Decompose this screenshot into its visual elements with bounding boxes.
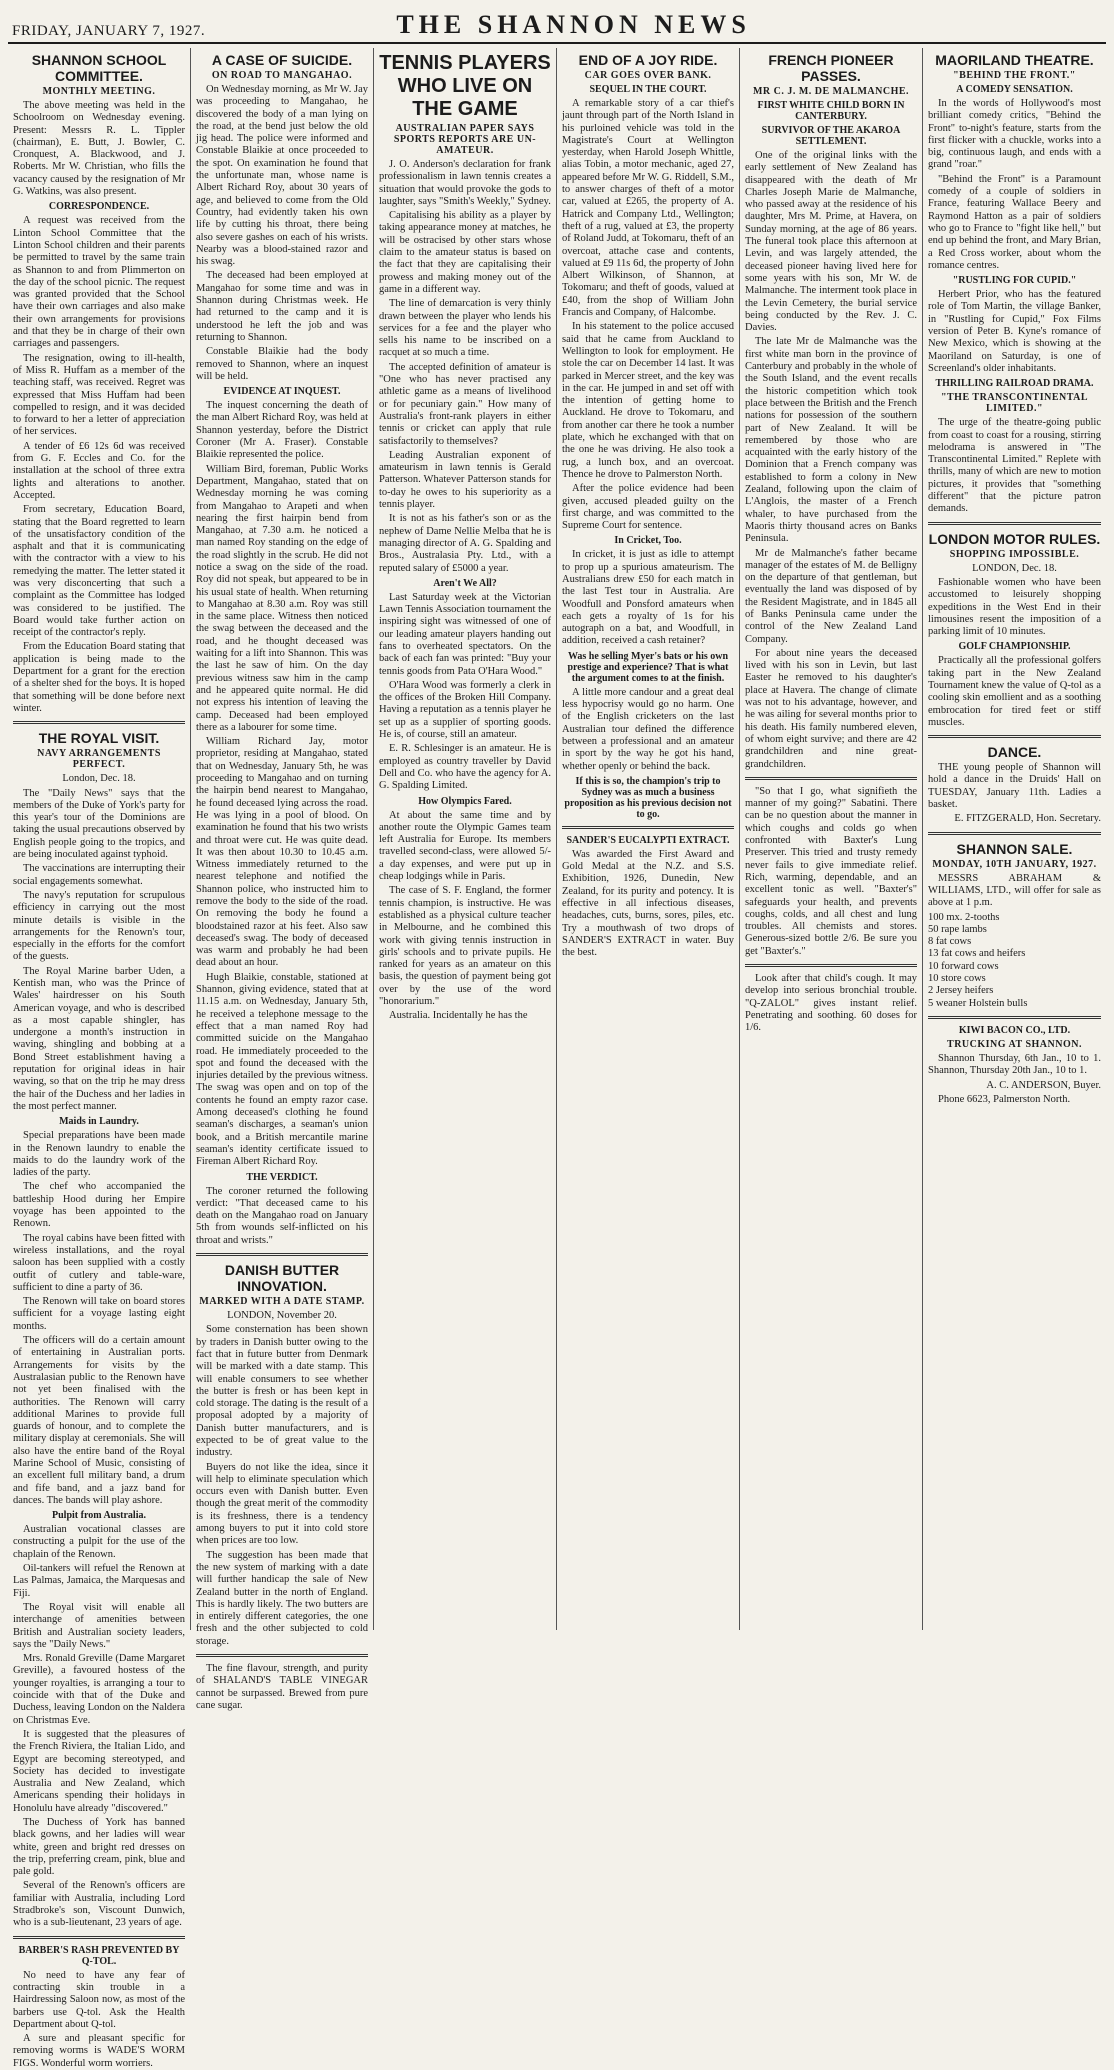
subheading: "RUSTLING FOR CUPID." <box>952 275 1077 287</box>
divider <box>928 735 1101 738</box>
headline: DANISH BUTTER INNOVATION. <box>224 1262 340 1295</box>
column-1 <box>8 48 191 2069</box>
paragraph: In his statement to the police accused said that he came from Auckland to Wellington to look for employment. He stole the car on December 14 last. It was parked in Mercer street, and the key was in the car. He jumped in and set off with the intention of getting home to Auckland. He drove to Tokomaru, and from another car there he took a number plate, which he exchanged with that on the one he was driving. He also took a rug, a lunch box, and an overcoat. Thence he drove to Palmerston North. <box>562 321 734 480</box>
paragraph: Last Saturday week at the Victorian Lawn Tennis Association tournament the inspiring sight was witnessed of one of our leading amateur players handing out fans to overheated spectators. On the back of each fan was printed: "Buy your tennis goods from Pata O'Hara Wood." <box>379 591 551 677</box>
paragraph: Herbert Prior, who has the featured role of Tom Martin, the village Banker, in "Rustling for Cupid," Fox Films version of Peter B. Kyne's romance of New Mexico, which is showing at the Maoriland on Saturday, is one of Screenland's older inhabitants. <box>928 289 1101 374</box>
divider <box>196 1253 368 1256</box>
list-item: 10 store cows <box>928 973 986 985</box>
subheading: EVIDENCE AT INQUEST. <box>223 386 341 398</box>
subheading: Maids in Laundry. <box>59 1116 139 1128</box>
headline: THE ROYAL VISIT. <box>38 730 160 747</box>
paragraph: The urge of the theatre-going public from coast to coast for a rousing, stirring melodrama is answered in "The Transcontinental Limited." Replete with thrills, many of which are new to motion pictures, it provides that "something different" that the picture patron demands. <box>928 417 1101 515</box>
paragraph: Some consternation has been shown by traders in Danish butter owing to the fact that in future butter from Denmark will be marked with a date stamp. This will enable consumers to see whether the butter is fresh or has been kept in cold storage. The dating is the result of a proposal adopted by a majority of Danish butter manufacturers, and is expected to be of great value to the industry. <box>196 1324 368 1459</box>
paragraph: Special preparations have been made in the Renown laundry to enable the maids to do the laundry work of the ladies of the party. <box>13 1130 185 1179</box>
paragraph: Hugh Blaikie, constable, stationed at Shannon, giving evidence, stated that at 11.15 a.m. on Wednesday, January 5th, he received a telephone message to the effect that a man named Roy had committed suicide on the Mangahao road. He immediately proceeded to the spot and found the deceased with the injuries detailed by the previous witness. The swag was open and on top of the contents he found an empty razor case. Among deceased's clothing he found seaman's discharges, a seaman's union book, and a British mercantile marine seaman's identity certificate issued to Fireman Albert Richard Roy. <box>196 971 368 1168</box>
paragraph: The inquest concerning the death of the man Albert Richard Roy, was held at Shannon yesterday, before the District Coroner (Mr A. Fraser). Constable Blaikie represented the police. <box>196 400 368 461</box>
divider <box>196 1654 368 1657</box>
deck: SHOPPING IMPOSSIBLE. <box>949 548 1080 560</box>
paragraph: Buyers do not like the idea, since it will help to eliminate speculation which occurs even with Danish butter. Even though the great merit of the commodity is its freshness, there is a tendency among buyers to put it into cold store when prices are too low. <box>196 1461 368 1547</box>
deck: MARKED WITH A DATE STAMP. <box>199 1296 365 1308</box>
paragraph: A tender of £6 12s 6d was received from G. F. Eccles and Co. for the installation at the school of three extra lights and alterations to another. Accepted. <box>13 440 185 501</box>
list-item: 8 fat cows <box>928 936 972 948</box>
paragraph: The case of S. F. England, the former tennis champion, is instructive. He was established as a physical culture teacher in Melbourne, and he combined this work with giving tennis instruction in girls' schools and to private pupils. He ranked for years as an amateur on this basis, the question of payment being got over by the use of the word "honorarium." <box>379 885 551 1007</box>
paragraph: The Renown will take on board stores sufficient for a voyage lasting eight months. <box>13 1296 185 1332</box>
newspaper-title: THE SHANNON NEWS <box>396 10 751 39</box>
subheading: GOLF CHAMPIONSHIP. <box>958 641 1071 653</box>
signature: E. FITZGERALD, Hon. Secretary. <box>954 813 1101 825</box>
paragraph: The "Daily News" says that the members of the Duke of York's party for this year's tour of the Dominions are taking the usual precautions observed by English people going to the tropics, and are being inoculated against typhoid. <box>13 787 185 861</box>
paragraph: The Royal Marine barber Uden, a Kentish man, who was the Prince of Wales' hairdresser on his South American voyage, and who is described as a most capable shingler, has undergone a month's instruction in waving, shingling and bobbing at a Bond Street establishment having a reputation for original ideas in hair waving, so that on the trip he may dress the hair of the Duchess and her ladies in the most perfect manner. <box>13 965 185 1112</box>
column-4 <box>557 48 740 1630</box>
divider <box>928 832 1101 835</box>
paragraph: No need to have any fear of contracting skin trouble in a Hairdressing Saloon now, as most of the barbers use Q-tol. Ask the Health Department about Q-tol. <box>13 1969 185 2030</box>
paragraph: From the Education Board stating that application is being made to the Department for a grant for the erection of a shelter shed for the boys. It is hoped that something will be done before next winter. <box>13 641 185 714</box>
paragraph: The navy's reputation for scrupulous efficiency in carrying out the most minute details is visible in the arrangements for the Renown's tour, especially in the efforts for the comfort of the guests. <box>13 889 185 963</box>
paragraph: Was awarded the First Award and Gold Medal at the N.Z. and S.S. Exhibition, 1926, Dunedin, New Zealand, for its purity and potency. It is effective in all infectious diseases, headaches, cuts, burns, sores, piles, etc. Try a mouthwash of two drops of SANDER'S EXTRACT in water. Buy the best. <box>562 848 734 959</box>
headline: FRENCH PIONEER PASSES. <box>768 52 894 84</box>
divider <box>928 1016 1101 1019</box>
advert-heading: BARBER'S RASH PREVENTED BY Q-TOL. <box>18 1944 180 1967</box>
signature: A. C. ANDERSON, Buyer. <box>986 1079 1101 1091</box>
list-item: 100 mx. 2-tooths <box>928 911 1000 923</box>
paragraph: The fine flavour, strength, and purity of SHALAND'S TABLE VINEGAR cannot be surpassed. Brewed from pure cane sugar. <box>196 1663 368 1711</box>
paragraph: The coroner returned the following verdict: "That deceased came to his death on the Mangahao road on January 5th from wounds self-inflicted on his throat and wrists." <box>196 1185 368 1246</box>
paragraph: Australia. Incidentally he has the <box>389 1010 528 1022</box>
paragraph: After the police evidence had been given, accused pleaded guilty on the first charge, and was committed to the Supreme Court for sentence. <box>562 483 734 532</box>
subheading: SURVIVOR OF THE AKAROA SETTLEMENT. <box>761 125 901 147</box>
divider <box>562 826 734 829</box>
deck: TRUCKING AT SHANNON. <box>947 1038 1082 1050</box>
paragraph: At about the same time and by another route the Olympic Games team left Australia for Europe. Its members travelled second-class, were allowed 5/- a day expenses, and were put up in cheap lodgings while in Paris. <box>379 809 551 883</box>
paragraph: The chef who accompanied the battleship Hood during her Empire voyage has been appointed to the Renown. <box>13 1181 185 1230</box>
paragraph: The Duchess of York has banned black gowns, and her ladies will wear white, green and bright red dresses on the trip, preferring cream, pink, blue and pale gold. <box>13 1817 185 1878</box>
paragraph: O'Hara Wood was formerly a clerk in the offices of the Broken Hill Company. Having a reputation as a tennis player he set up as a supplier of sporting goods. He is, of course, still an amateur. <box>379 679 551 741</box>
paragraph: "Behind the Front" is a Paramount comedy of a couple of soldiers in France, featuring Wallace Beery and Raymond Hatton as a pair of soldiers who go to France to "fight like hell," but end up behind the front, and Mary Brian, a Red Cross worker, about whom the romance centres. <box>928 173 1101 271</box>
paragraph: Shannon Thursday, 6th Jan., 10 to 1. Shannon, Thursday 20th Jan., 10 to 1. <box>928 1052 1101 1077</box>
advert-heading: SANDER'S EUCALYPTI EXTRACT. <box>566 834 730 846</box>
deck: ON ROAD TO MANGAHAO. <box>211 70 353 81</box>
headline: END OF A JOY RIDE. <box>578 52 718 68</box>
paragraph: It is suggested that the pleasures of the French Riviera, the Italian Lido, and Egypt are becoming stereotyped, and Society has decided to investigate Australia and New Zealand, which Americans spending their holidays in Honolulu have already "discovered." <box>13 1728 185 1814</box>
paragraph: Oil-tankers will refuel the Renown at Las Palmas, Jamaica, the Marquesas and Fiji. <box>13 1563 185 1599</box>
deck: "THE TRANSCONTINENTAL LIMITED." <box>940 392 1089 415</box>
headline: DANCE. <box>987 744 1042 761</box>
paragraph: J. O. Anderson's declaration for frank professionalism in lawn tennis creates a situation that would provoke the gods to laughter, says "Smith's Weekly," Sydney. <box>379 159 551 207</box>
paragraph: The Royal visit will enable all interchange of amenities between British and Australian society leaders, says the "Daily News." <box>13 1601 185 1650</box>
paragraph: "So that I go, what signifieth the manner of my going?" Sabatini. There can be no question about the manner in which coughs and colds go when confronted with Baxter's Lung Preserver. This tried and trusty remedy never fails to give immediate relief. Rich, warming, dependable, and an excellent tonic as well. "Baxter's" safeguards your health, and prevents coughs, colds, and all chest and lung troubles. All chemists and stores. Generous-sized bottle 2/6. Be sure you get "Baxter's." <box>745 785 917 957</box>
paragraph: On Wednesday morning, as Mr W. Jay was proceeding to Mangahao, he discovered the body of a man lying on the road, at the bend just below the old jig head. The police were informed and Constable Blaikie at once proceeded to the spot. On examination he found that the unfortunate man, whose name is Albert Richard Roy, about 30 years of age, and believed to come from the Old Country, had evidently taken his own life by cutting his throat, there being also severe gashes on each of his wrists. Nearby was a blood-stained razor and his swag. <box>196 84 368 268</box>
deck: MR C. J. M. DE MALMANCHE. <box>752 86 910 97</box>
paragraph: The vaccinations are interrupting their social engagements somewhat. <box>13 863 185 887</box>
paragraph: Look after that child's cough. It may develop into serious bronchial trouble. "Q-ZALOL" gives instant relief. Penetrating and soothing. 60 doses for 1/6. <box>745 973 917 1034</box>
paragraph: Australian vocational classes are constructing a pulpit for the use of the chaplain of the Renown. <box>13 1524 185 1560</box>
paragraph: From secretary, Education Board, stating that the Board regretted to learn of the unsatisfactory condition of the asphalt and that it is communicating with the contractor with a view to his remedying the matter. The letter stated it was very disconcerting that such a complaint as the Committee has lodged was considered to be justified. The Board would take further action on receipt of the contractor's reply. <box>13 504 185 639</box>
headline: TENNIS PLAYERS WHO LIVE ON THE GAME <box>379 52 551 120</box>
headline: SHANNON SALE. <box>956 840 1073 857</box>
subheading: FIRST WHITE CHILD BORN IN CANTERBURY. <box>757 100 905 122</box>
deck: "BEHIND THE FRONT." <box>953 70 1076 81</box>
subheading: A COMEDY SENSATION. <box>956 84 1073 95</box>
subheading: THE VERDICT. <box>246 1171 318 1183</box>
paragraph: William Bird, foreman, Public Works Department, Mangahao, stated that on Wednesday morning he was coming from Mangahao to Arapeti and when nearing the first hairpin bend from Mangahao, at 7.30 a.m. he noticed a man named Roy standing on the edge of the road slightly in the scrub. He did not notice a swag on the side of the road. Roy did not speak, but appeared to be in his usual state of health. When returning to Mangahao at 8.30 a.m. Roy was still in the same place. Witness then noticed the swag between the deceased and the road, and he thought deceased was waiting for a lift into Shannon. This was the last he saw of him. On the day previous witness saw him in the camp and he appeared quite normal. He did not express his intention of leaving the camp. Deceased had been employed there as a labourer for some time. <box>196 463 368 733</box>
headline: A CASE OF SUICIDE. <box>211 52 353 68</box>
paragraph: E. R. Schlesinger is an amateur. He is employed as country traveller by David Dell and Co. who have the agency for A. G. Spalding Limited. <box>379 743 551 792</box>
subheading: SEQUEL IN THE COURT. <box>589 84 707 95</box>
paragraph: Several of the Renown's officers are familiar with Australia, including Lord Stradbroke's son, Viscount Dunwich, who is a sub-lieutenant, 23 years of age. <box>13 1880 185 1929</box>
paragraph: For about nine years the deceased lived with his son in Levin, but last Easter he removed to his daughter's place at Havera. The change of climate was not to his advantage, however, and he was ailing for several months prior to his death. His family numbered eleven, of whom eight survive; and there are 42 grandchildren and nine great-grandchildren. <box>745 647 917 770</box>
paragraph: One of the original links with the early settlement of New Zealand has disappeared with the death of Mr Charles Joseph Marie de Malmanche, who passed away at the residence of his daughter, Mrs M. Prime, at Havera, on Sunday morning, at the age of 86 years. The funeral took place this afternoon at Levin, and was largely attended, the deceased pioneer having lived here for some years with his son, Mr W. de Malmanche. The interment took place in the Levin Cemetery, the burial service being conducted by the Rev. J. C. Davies. <box>745 150 917 334</box>
divider <box>13 721 185 724</box>
deck: MONDAY, 10TH JANUARY, 1927. <box>932 858 1097 870</box>
subheading: How Olympics Fared. <box>418 795 512 807</box>
paragraph: A little more candour and a great deal less hypocrisy would go no harm. One of the English cricketers on the last Australian tour defined the difference between a professional and an amateur in sport by the way he got his hand, whether openly or behind the back. <box>562 686 734 772</box>
paragraph: William Richard Jay, motor proprietor, residing at Mangahao, stated that on Wednesday, January 5th, he was proceeding to Mangahao and on turning the hairpin bend nearest to Mangahao, he found deceased lying across the road. He was lying in a pool of blood. On examination he found that his two wrists and throat were cut. He was quite dead. It was then about 10.30 to 10.45 a.m. Witness immediately returned to the nearest telephone and notified the Shannon police, who instructed him to remove the body to the side of the road. On removing the body he found a bloodstained razor at his feet. Also saw deceased's swag. The body of deceased was warm and probably he had been dead about an hour. <box>196 736 368 969</box>
advert-heading: KIWI BACON CO., LTD. <box>958 1024 1071 1036</box>
paragraph: Leading Australian exponent of amateurism in lawn tennis is Gerald Patterson. Whatever Patterson stands for to-day he owes to his superiority as a tennis player. <box>379 449 551 511</box>
paragraph: THE young people of Shannon will hold a dance in the Druids' Hall on TUESDAY, January 11th. Ladies a basket. <box>928 762 1101 811</box>
deck: CAR GOES OVER BANK. <box>584 70 712 81</box>
sale-list <box>928 912 1101 1010</box>
list-item: 50 rape lambs <box>928 923 987 935</box>
divider <box>13 1936 185 1939</box>
subheading: Aren't We All? <box>433 577 497 589</box>
column-6 <box>923 48 1106 1630</box>
deck: MONTHLY MEETING. <box>42 86 156 97</box>
paragraph: A request was received from the Linton School Committee that the Linton School children and their parents be permitted to travel by the same train as Shannon to and from Plimmerton on the day of the school picnic. The request was granted provided that the School have their own carriages and also make their own arrangements for provisions and that they be in charge of their own carriages and passengers. <box>13 215 185 350</box>
divider <box>745 777 917 780</box>
paragraph: The line of demarcation is very thinly drawn between the player who lends his services for a fee and the player who sells his name to be inscribed on a racquet at so much a time. <box>379 298 551 359</box>
list-item: 10 forward cows <box>928 960 999 972</box>
subheading: Pulpit from Australia. <box>52 1510 146 1522</box>
column-5 <box>740 48 923 1630</box>
subheading: CORRESPONDENCE. <box>48 201 150 213</box>
divider <box>745 964 917 967</box>
list-item: 2 Jersey heifers <box>928 985 994 997</box>
paragraph: Mr de Malmanche's father became manager of the estates of M. de Belligny on the departure of that gentleman, but eventually the land was disposed of by the Resident Magistrate, and in 1845 all of Banks Peninsula came under the control of the New Zealand Land Company. <box>745 547 917 645</box>
paragraph: MESSRS ABRAHAM & WILLIAMS, LTD., will offer for sale as above at 1 p.m. <box>928 872 1101 909</box>
issue-date: FRIDAY, JANUARY 7, 1927. <box>12 23 206 39</box>
paragraph: Fashionable women who have been accustomed to leisurely shopping expeditions in the West End in their limousines resent the imposition of a parking limit of 10 minutes. <box>928 576 1101 638</box>
paragraph: The accepted definition of amateur is "One who has never practised any athletic game as a means of livelihood or for pecuniary gain." How many of Australia's front-rank players in either tennis or cricket can apply that rule satisfactorily to themselves? <box>379 361 551 447</box>
subheading: Was he selling Myer's bats or his own prestige and experience? That is what the argument comes to at the finish. <box>567 650 729 684</box>
deck: NAVY ARRANGEMENTS PERFECT. <box>37 748 161 771</box>
deck: AUSTRALIAN PAPER SAYS SPORTS REPORTS ARE UN-AMATEUR. <box>393 123 537 156</box>
paragraph: A remarkable story of a car thief's jaunt through part of the North Island in his purloined vehicle was told in the Magistrate's Court at Wellington yesterday, when Harold Joseph Whittle, alias Tobin, a motor mechanic, aged 27, appeared before Mr W. G. Riddell, S.M., to answer charges of theft of a motor car, valued at £265, the property of A. Hatrick and Company Ltd., Wellington; theft of a rug, valued at £3, the property of Roland Judd, at Tokomaru, theft of an overcoat, attache case and contents, valued at £9 11s 6d, the property of John Albert Wilkinson, of Shannon, at Tokomaru; and theft of goods, valued at £40, from the shop of William John Francis and Company, of Halcombe. <box>562 98 734 319</box>
paragraph: The royal cabins have been fitted with wireless installations, and the royal saloon has been supplied with a costly outfit of cutlery and table-ware, sufficient to dine a party of 36. <box>13 1232 185 1293</box>
paragraph: The suggestion has been made that the new system of marking with a date will further handicap the sale of New Zealand butter in the north of England. This is hardly likely. The two butters are in entirely different categories, the one fresh and the other subjected to cold storage. <box>196 1549 368 1647</box>
paragraph: It is not as his father's son or as the nephew of Dame Nellie Melba that he is managing director of A. G. Spalding and Bros., Australasia Pty. Ltd., with a reputed salary of £5000 a year. <box>379 513 551 574</box>
list-item: 13 fat cows and heifers <box>928 948 1026 960</box>
paragraph: Capitalising his ability as a player by taking appearance money at matches, he will be ostracised by other stars whose claim to the amateur status is based on the fact that they are capitalising their prowess and making money out of the game in a different way. <box>379 210 551 295</box>
dateline: London, Dec. 18. <box>62 773 136 785</box>
headline: SHANNON SCHOOL COMMITTEE. <box>31 52 167 84</box>
paragraph: The deceased had been employed at Mangahao for some time and was in Shannon during Christmas week. He had returned to the camp and it is understood he left the job and was returning to Shannon. <box>196 270 368 343</box>
paragraph: In the words of Hollywood's most brilliant comedy critics, "Behind the Front" to-night's feature, starts from the first flicker with a chuckle, works into a big, continuous laugh, and ends with a grand "roar." <box>928 98 1101 171</box>
headline: MAORILAND THEATRE. <box>935 52 1094 68</box>
subheading: THRILLING RAILROAD DRAMA. <box>935 378 1094 390</box>
columns <box>8 48 1106 2069</box>
divider <box>928 522 1101 525</box>
paragraph: The late Mr de Malmanche was the first white man born in the province of Canterbury and probably in the whole of the South Island, and the event recalls the historic competition which took place between the British and the French nations for possession of the southern part of New Zealand. It will be remembered by those who are acquainted with the early history of the Dominion that a French company was established to form a colony in New Zealand, following upon the claim of L'Anglois, the master of a French whaler, to have purchased from the Maoris thirty thousand acres on Banks Peninsula. <box>745 336 917 545</box>
paragraph: Phone 6623, Palmerston North. <box>938 1093 1071 1105</box>
paragraph: The officers will do a certain amount of entertaining in Australian ports. Arrangements for visits by the Australasian public to the Renown have not yet been finalised with the authorities. The Renown will carry additional Marines to provide full guards of honour, and to complete the military display at ceremonials. She will also have the entire band of the Royal Marine School of Music, consisting of an excellent full military band, a drum and fife band, and a jazz band for dances. The bands will play ashore. <box>13 1335 185 1506</box>
paragraph: In cricket, it is just as idle to attempt to prop up a spurious amateurism. The Australians drew £50 for each match in the last Test tour in Australia. Are Woodfull and Ponsford amateurs when each gets a royalty of 1s for his autograph on a bat, and Woodfull, in addition, received a cash retainer? <box>562 549 734 647</box>
dateline: LONDON, Dec. 18. <box>972 562 1057 574</box>
paragraph: Mrs. Ronald Greville (Dame Margaret Greville), a favoured hostess of the younger royalties, is arranging a tour to coincide with that of the Duke and Duchess, leaving London on the Naldera on Christmas Eve. <box>13 1653 185 1726</box>
subheading: If this is so, the champion's trip to Sydney was as much a business proposition as his previous decision not to go. <box>564 775 732 820</box>
column-2 <box>191 48 374 1711</box>
paragraph: A sure and pleasant specific for removing worms is WADE'S WORM FIGS. Wonderful worm worriers. <box>13 2033 185 2069</box>
column-3 <box>374 48 557 1630</box>
dateline: LONDON, November 20. <box>227 1310 337 1322</box>
paragraph: The above meeting was held in the Schoolroom on Wednesday evening. Present: Messrs R. L. Tippler (chairman), E. Butt, J. Bowler, C. Cronquest, A. Blackwood, and J. Roberts. Mr W. Christian, who fills the vacancy caused by the resignation of Mr G. Watkins, was also present. <box>13 100 185 198</box>
subheading: In Cricket, Too. <box>614 535 682 547</box>
masthead <box>8 6 1106 44</box>
paragraph: Constable Blaikie had the body removed to Shannon, where an inquest will be held. <box>196 346 368 382</box>
paragraph: The resignation, owing to ill-health, of Miss R. Huffam as a member of the teaching staff, was received. Regret was expressed that Miss Huffam had been compelled to resign, and it was decided to forward to her a letter of appreciation of her services. <box>13 352 185 438</box>
paragraph: Practically all the professional golfers taking part in the New Zealand Tournament knew the value of Q-tol as a cooling skin emollient and as a soothing embrocation for tired feet or stiff muscles. <box>928 655 1101 728</box>
headline: LONDON MOTOR RULES. <box>928 530 1101 547</box>
list-item: 5 weaner Holstein bulls <box>928 997 1028 1009</box>
